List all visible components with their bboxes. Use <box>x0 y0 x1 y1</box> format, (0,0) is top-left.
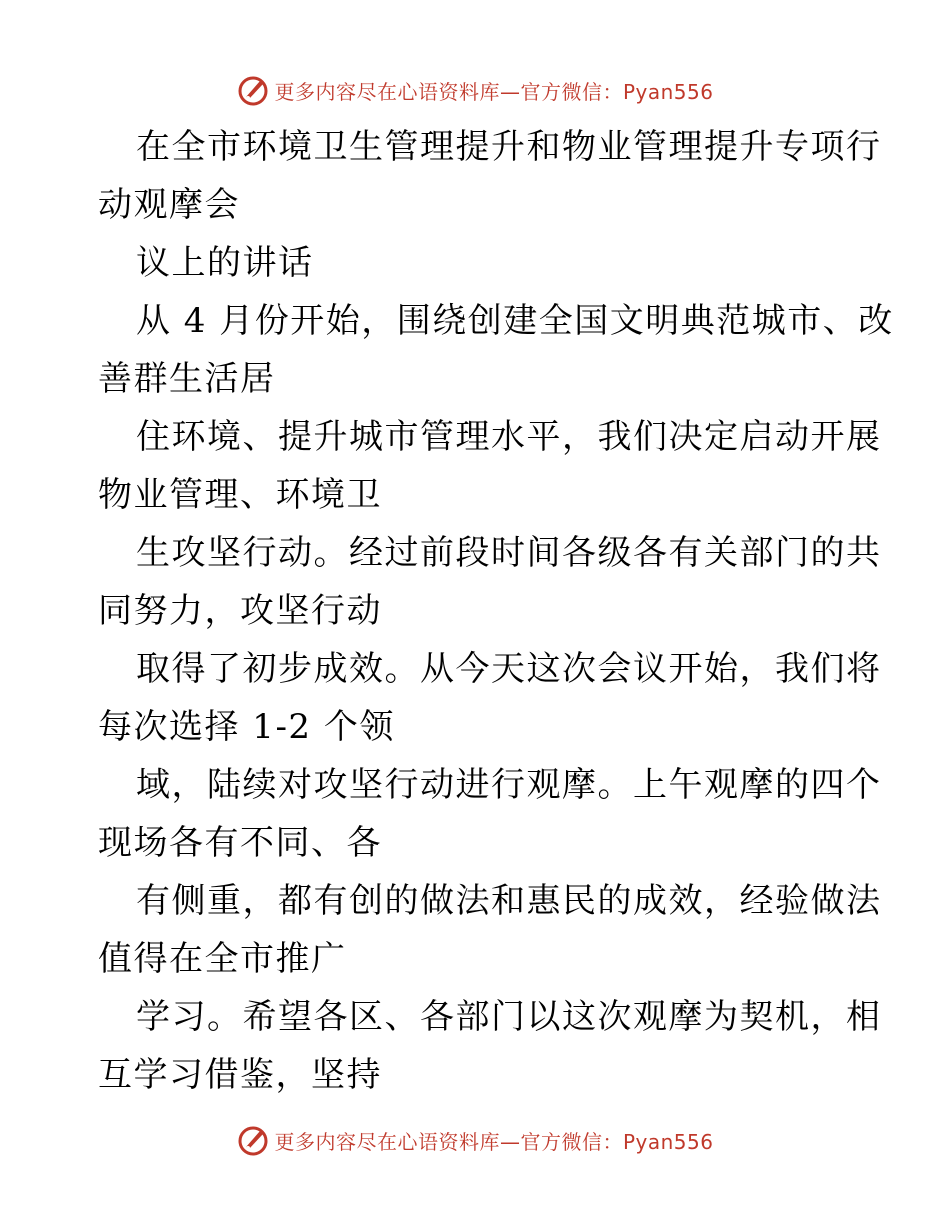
text-line: 住环境、提升城市管理水平，我们决定启动开展 <box>136 417 882 457</box>
header-watermark <box>0 70 950 110</box>
watermark-text: 更多内容尽在心语资料库—官方微信：Pyan556 <box>274 79 714 104</box>
footer-watermark <box>0 1120 950 1160</box>
text-line: 互学习借鉴，坚持 <box>98 1055 382 1095</box>
text-line: 同努力，攻坚行动 <box>98 591 382 631</box>
watermark-text: 更多内容尽在心语资料库—官方微信：Pyan556 <box>274 1129 714 1154</box>
text-line: 动观摩会 <box>98 185 240 225</box>
text-line: 生攻坚行动。经过前段时间各级各有关部门的共 <box>136 533 882 573</box>
text-line: 现场各有不同、各 <box>98 823 382 863</box>
text-line: 议上的讲话 <box>136 243 314 283</box>
text-line: 有侧重，都有创的做法和惠民的成效，经验做法 <box>136 881 882 921</box>
text-line: 在全市环境卫生管理提升和物业管理提升专项行 <box>136 127 882 167</box>
text-line: 值得在全市推广 <box>98 939 347 979</box>
quill-logo-icon <box>236 1123 270 1157</box>
text-line: 从 4 月份开始，围绕创建全国文明典范城市、改 <box>136 301 894 341</box>
quill-logo-icon <box>236 73 270 107</box>
text-line: 取得了初步成效。从今天这次会议开始，我们将 <box>136 649 882 689</box>
text-line: 善群生活居 <box>98 359 276 399</box>
text-line: 物业管理、环境卫 <box>98 475 382 515</box>
text-line: 域，陆续对攻坚行动进行观摩。上午观摩的四个 <box>136 765 882 805</box>
text-line: 每次选择 1-2 个领 <box>98 707 395 747</box>
document-body <box>98 118 894 1104</box>
text-line: 学习。希望各区、各部门以这次观摩为契机，相 <box>136 997 882 1037</box>
